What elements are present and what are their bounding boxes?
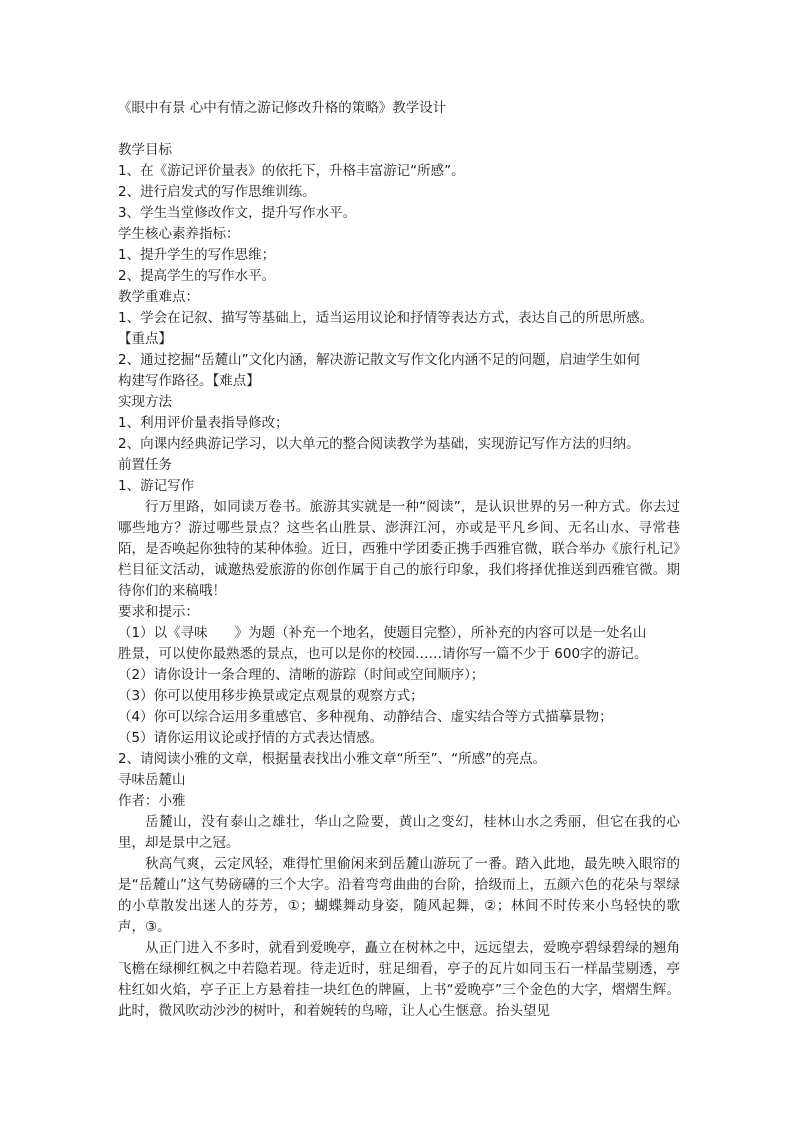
requirements-heading: 要求和提示： [118,604,199,620]
pretask-paragraph: 行万里路，如同读万卷书。旅游其实就是一种“阅读”，是认识世界的另一种方式。你去过哪些地方？游过哪些景点？这些名山胜景、澎湃江河，亦或是平凡乡间、无名山水、寻常巷陌，是否唤起你独特的某种体验。近日，西雅中学团委正携手西雅官微，联合举办《旅行札记》栏目征文活动，诚邀热爱旅游的你创作属于自己的旅行印象，我们将择优推送到西雅官微。期待你们的来稿哦！ [118,499,680,599]
pretask-sub2: 2、请阅读小雅的文章，根据量表找出小雅文章“所至”、“所感”的亮点。 [118,751,547,767]
essay-paragraph: 岳麓山，没有泰山之雄壮，华山之险要，黄山之变幻，桂林山水之秀丽，但它在我的心里，却是景中之冠。 [118,814,680,851]
keypoints-heading: 教学重难点： [118,289,199,305]
document-page [118,98,680,1022]
keypoint-tag-key: 【重点】 [118,331,172,347]
core-item: 2、提高学生的写作水平。 [118,268,276,284]
requirement-item: （3）你可以使用移步换景或定点观景的观察方式； [118,688,424,704]
keypoint-item-1: 1、学会在记叙、描写等基础上，适当运用议论和抒情等表达方式，表达自己的所思所感。 [118,310,654,326]
objective-item: 3、学生当堂修改作文，提升写作水平。 [118,205,357,221]
objectives-heading: 教学目标 [118,142,172,158]
method-item: 1、利用评价量表指导修改； [118,415,289,431]
document-title: 《眼中有景 心中有情之游记修改升格的策略》教学设计 [118,100,447,116]
essay-title: 寻味岳麓山 [118,772,186,788]
requirement-item: （4）你可以综合运用多重感官、多种视角、动静结合、虚实结合等方式描摹景物； [118,709,613,725]
essay-author: 作者：小雅 [118,793,186,809]
requirement-item: （5）请你运用议论或抒情的方式表达情感。 [118,730,384,746]
requirement-item: （2）请你设计一条合理的、清晰的游踪（时间或空间顺序）； [118,667,485,683]
objective-item: 2、进行启发式的写作思维训练。 [118,184,316,200]
pretask-heading: 前置任务 [118,457,172,473]
objective-item: 1、在《游记评价量表》的依托下，升格丰富游记“所感”。 [118,163,465,179]
keypoint-item-2-cont: 构建写作路径。【难点】 [118,373,260,389]
core-item: 1、提升学生的写作思维； [118,247,276,263]
core-heading: 学生核心素养指标： [118,226,240,242]
keypoint-item-2: 2、通过挖掘“岳麓山”文化内涵，解决游记散文写作文化内涵不足的问题，启迪学生如何 [118,352,641,368]
method-item: 2、向课内经典游记学习，以大单元的整合阅读教学为基础，实现游记写作方法的归纳。 [118,436,640,452]
methods-heading: 实现方法 [118,394,172,410]
essay-paragraph: 从正门进入不多时，就看到爱晚亭，矗立在树林之中，远远望去，爱晚亭碧绿碧绿的翘角飞檐在绿柳红枫之中若隐若现。待走近时，驻足细看，亭子的瓦片如同玉石一样晶莹剔透，亭柱红如火焰，亭子正上方悬着挂一块红色的牌匾，上书“爱晚亭”三个金色的大字，熠熠生辉。此时，微风吹动沙沙的树叶，和着婉转的鸟啼，让人心生惬意。抬头望见 [118,940,680,1019]
essay-paragraph: 秋高气爽，云定风轻，难得忙里偷闲来到岳麓山游玩了一番。踏入此地，最先映入眼帘的是“岳麓山”这气势磅礴的三个大字。沿着弯弯曲曲的台阶，拾级而上，五颜六色的花朵与翠绿的小草散发出迷人的芬芳，①；蝴蝶舞动身姿，随风起舞，②；林间不时传来小鸟轻快的歌声，③。 [118,856,680,935]
requirement-item-1-cont: 胜景，可以使你最熟悉的景点，也可以是你的校园……请你写一篇不少于 600字的游记。 [118,646,648,662]
requirement-item-1: （1）以《寻味 》为题（补充一个地名，使题目完整），所补充的内容可以是一处名山 [118,625,647,641]
pretask-sub1: 1、游记写作 [118,478,195,494]
